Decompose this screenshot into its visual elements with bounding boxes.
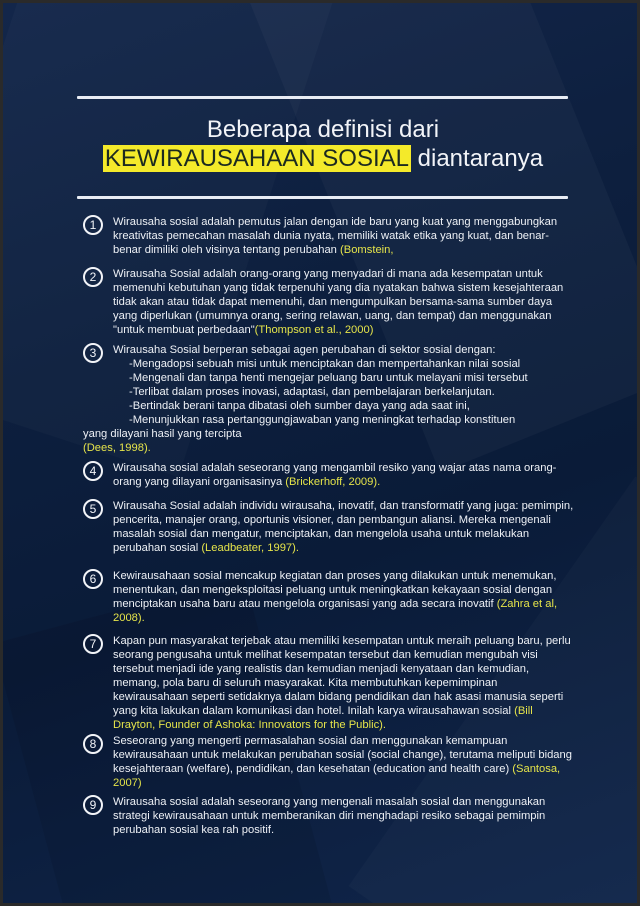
definition-body: Wirausaha sosial adalah seseorang yang mengenali masalah sosial dan menggunakan strategi kewirausahaan untuk memberanikan diri menghadapi resiko sebagai pemimpin perubahan sosial kea rah positif. (113, 796, 546, 836)
citation: (Zahra et al, 2008). (113, 598, 558, 624)
bottom-divider (77, 196, 568, 199)
number-circle-icon: 2 (83, 267, 103, 287)
number-circle-icon: 8 (83, 734, 103, 754)
definition-text (113, 461, 575, 489)
top-divider (77, 96, 568, 99)
definition-body: Wirausaha sosial adalah seseorang yang mengambil resiko yang wajar atas nama orang-orang yang dilayani organisasinya (113, 462, 557, 488)
definition-body: Wirausaha Sosial adalah orang-orang yang menyadari di mana ada kesempatan untuk memenuhi kebutuhan yang tidak terpenuhi yang dia nyatakan bahwa sistem kesejahteraan tidak akan atau tidak dapat memenuhi, dan mengumpulkan bersama-sama sumber daya yang diperlukan (umumnya orang, sering relawan, uang, dan tempat) dan menggunakan "untuk membuat perbedaan" (113, 268, 564, 336)
sub-point: -Terlibat dalam proses inovasi, adaptasi, dan pembelajaran berkelanjutan. (129, 386, 495, 398)
definition-body: Wirausaha Sosial adalah individu wirausaha, inovatif, dan transformatif yang juga: pemimpin, pencerita, manajer orang, oportunis visioner, dan pembangun aliansi. Mereka mengenali masalah sosial dan mengatur, menciptakan, dan mengelola usaha untuk melakukan perubahan sosial (113, 500, 574, 554)
definition-body: Kapan pun masyarakat terjebak atau memiliki kesempatan untuk meraih peluang baru, perlu seorang pengusaha untuk melihat kesempatan tersebut dan kemudian mengubah visi tersebut menjadi ide yang realistis dan kemudian menjadi kenyataan dan kemudian, memang, pola baru di seluruh masyarakat. Kita membutuhkan kepemimpinan kewirausahaan seperti setidaknya dalam bidang pendidikan dan hak asasi manusia seperti yang kita lakukan dalam komunikasi dan hotel. Inilah karya wirausahawan sosial (113, 635, 571, 717)
citation: (Brickerhoff, 2009). (285, 476, 381, 488)
title-line-2 (63, 145, 583, 173)
definition-body: Seseorang yang mengerti permasalahan sosial dan menggunakan kemampuan kewirausahaan untuk melakukan perubahan sosial (social change), terutama meliputi bidang kesejahteraan (welfare), pendidikan, dan kesehatan (education and health care) (113, 735, 572, 775)
number-circle-icon: 7 (83, 634, 103, 654)
citation: (Santosa, 2007) (113, 763, 561, 789)
sub-point: -Mengadopsi sebuah misi untuk menciptakan dan mempertahankan nilai sosial (129, 358, 521, 370)
number-circle-icon: 3 (83, 343, 103, 363)
citation: (Leadbeater, 1997). (201, 542, 299, 554)
title-line-2-rest: diantaranya (410, 145, 544, 172)
definition-text (113, 734, 575, 790)
citation: (Dees, 1998). (83, 442, 151, 454)
definition-body: Wirausaha Sosial berperan sebagai agen perubahan di sektor sosial dengan: (113, 344, 496, 356)
citation: (Bomstein, (340, 244, 394, 256)
definition-text (113, 499, 575, 555)
definition-text (113, 215, 575, 257)
definition-text (83, 343, 575, 455)
number-circle-icon: 4 (83, 461, 103, 481)
number-circle-icon: 1 (83, 215, 103, 235)
definition-text (113, 795, 575, 837)
citation: (Bill Drayton, Founder of Ashoka: Innovators for the Public). (113, 705, 533, 731)
definition-body: Kewirausahaan sosial mencakup kegiatan dan proses yang dilakukan untuk menemukan, menentukan, dan mengeksploitasi peluang untuk meningkatkan kekayaan sosial dengan menciptakan usaha baru atau mengelola organisasi yang ada secara inovatif (113, 570, 557, 610)
definition-text (113, 634, 575, 732)
definition-body: Wirausaha sosial adalah pemutus jalan dengan ide baru yang kuat yang menggabungkan kreativitas pemecahan masalah dunia nyata, memiliki watak etika yang kuat, dan benar-benar dimiliki oleh visinya tentang perubahan (113, 216, 558, 256)
definition-text (113, 267, 575, 337)
title-highlight: KEWIRAUSAHAAN SOSIAL (104, 145, 409, 172)
number-circle-icon: 5 (83, 499, 103, 519)
poster-page (3, 3, 637, 903)
sub-point: -Bertindak berani tanpa dibatasi oleh sumber daya yang ada saat ini, (129, 400, 470, 412)
definition-text (113, 569, 575, 625)
title-line-1: Beberapa definisi dari (206, 116, 440, 143)
sub-point: -Mengenali dan tanpa henti mengejar peluang baru untuk melayani misi tersebut (129, 372, 528, 384)
sub-point: -Menunjukkan rasa pertanggungjawaban yang meningkat terhadap konstituen (129, 414, 516, 426)
number-circle-icon: 6 (83, 569, 103, 589)
continuation: yang dilayani hasil yang tercipta (83, 428, 242, 440)
number-circle-icon: 9 (83, 795, 103, 815)
citation: (Thompson et al., 2000) (254, 324, 374, 336)
